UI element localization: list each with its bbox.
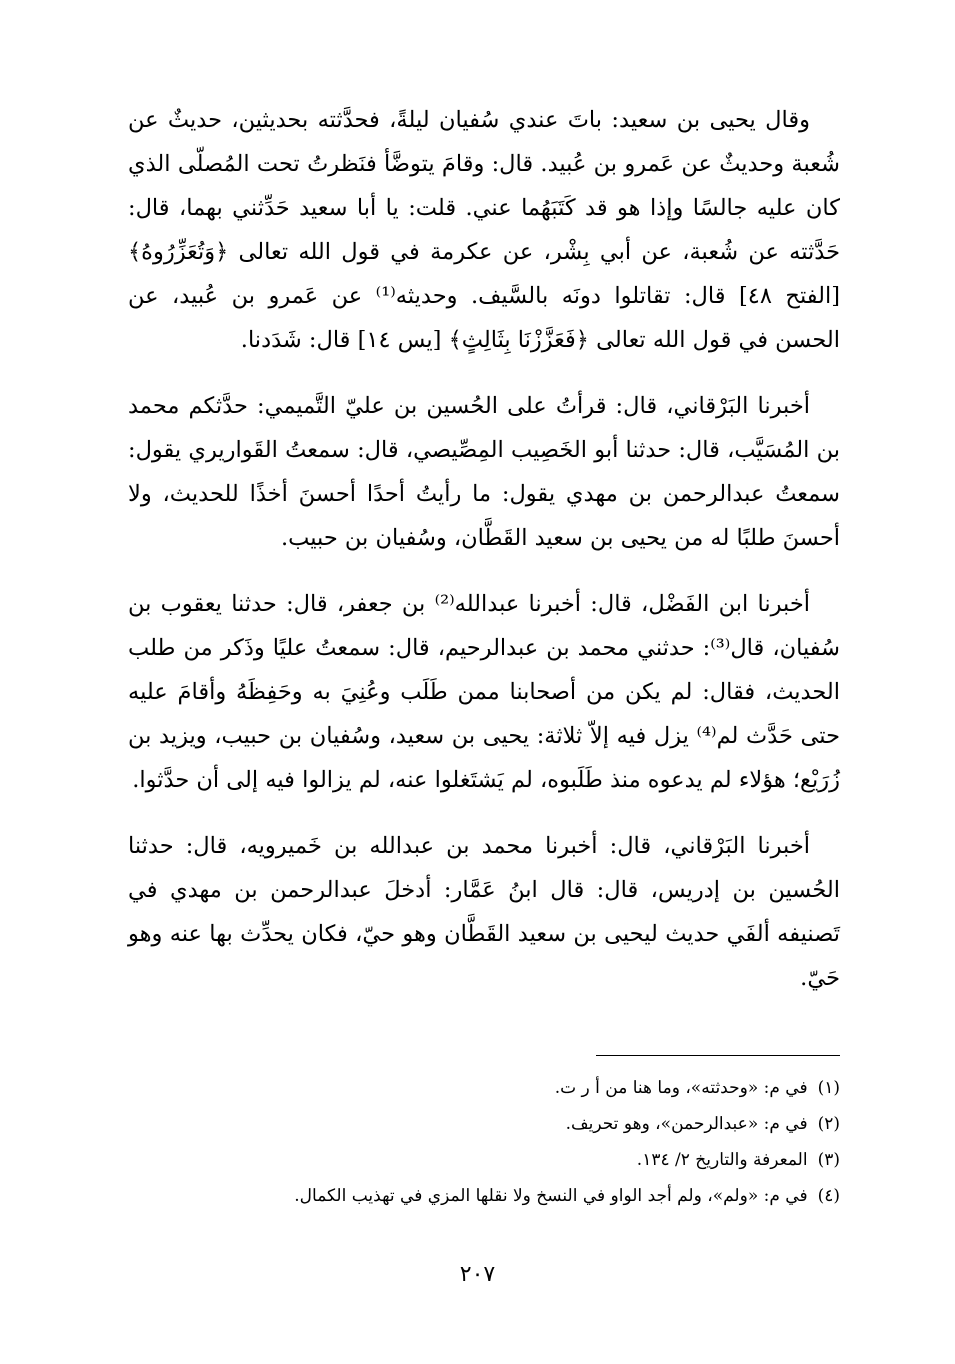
paragraph: أخبرنا البَرْقاني، قال: أخبرنا محمد بن عبدالله بن خَميرويه، قال: حدثنا الحُسين بن إدريس، قال: قال ابنُ عَمَّار: أدخلَ عبدالرحمن بن مهدي في تَصنيفه ألفَي حديث ليحيى بن سعيد القَطَّان وهو حيّ، فكان يحدِّث بها عنه وهو حَيّ. xyxy=(128,833,840,991)
footnote xyxy=(160,1106,840,1142)
footnote xyxy=(160,1070,840,1106)
footnote-number: (٤) xyxy=(817,1186,840,1206)
footnote-number: (١) xyxy=(817,1078,840,1098)
footnote-text: في م: «وحدثته»، وما هنا من أ ر ت. xyxy=(554,1078,808,1098)
footnote xyxy=(160,1142,840,1178)
paragraph: أخبرنا البَرْقاني، قال: قرأتُ على الحُسين بن عليّ التَّميمي: حدَّثكم محمد بن المُسَيَّب، قال: حدثنا أبو الخَصِيب المِصِّيصي، قال: سمعتُ القَواريري يقول: سمعتُ عبدالرحمن بن مهدي يقول: ما رأيتُ أحدًا أحسنَ أخذًا للحديث، ولا أحسنَ طلبًا له من يحيى بن سعيد القَطَّان، وسُفيان بن حبيب. xyxy=(128,393,840,551)
footnote xyxy=(160,1178,840,1214)
main-text xyxy=(128,98,840,1022)
footnotes xyxy=(160,1070,840,1214)
paragraph: أخبرنا ابن الفَضْل، قال: أخبرنا عبدالله⁽²⁾ بن جعفر، قال: حدثنا يعقوب بن سُفيان، قال⁽³⁾: حدثني محمد بن عبدالرحيم، قال: سمعتُ عليًا وذَكر من طلب الحديث، فقال: لم يكن من أصحابنا ممن طَلَب وعُنِيَ به وحَفِظَهُ وأقامَ عليه حتى حَدَّث لم⁽⁴⁾ يزل فيه إلاّ ثلاثة: يحيى بن سعيد، وسُفيان بن حبيب، ويزيد بن زُرَيْع؛ هؤلاء لم يدعوه منذ طَلَبوه، لم يَشتَغلوا عنه، لم يزالوا فيه إلى أن حدَّثوا. xyxy=(128,591,840,793)
footnote-text: في م: «عبدالرحمن»، وهو تحريف. xyxy=(565,1114,808,1134)
footnote-number: (٣) xyxy=(817,1150,840,1170)
page-number: ٢٠٧ xyxy=(459,1262,496,1287)
footnote-number: (٢) xyxy=(817,1114,840,1134)
footnote-text: في م: «ولم»، ولم أجد الواو في النسخ ولا نقلها المزي في تهذيب الكمال. xyxy=(294,1186,808,1206)
footnote-divider xyxy=(596,1055,840,1056)
paragraph: وقال يحيى بن سعيد: باتَ عندي سُفيان ليلةً، فحدَّثته بحديثين، حديثٌ عن شُعبة وحديثٌ عن عَمرو بن عُبيد. قال: وقامَ يتوضَّأ فنَظرتُ تحت المُصلّى الذي كان عليه جالسًا وإذا هو قد كَتَبَهُما عني. قلت: يا أبا سعيد حَدِّثني بهما، قال: حَدَّثته عن شُعبة، عن أبي بِشْر، عن عكرمة في قول الله تعالى ﴿وَتُعَزِّرُوهُ﴾ [الفتح ٤٨] قال: تقاتلوا دونَه بالسَّيف. وحديثه⁽¹⁾ عن عَمرو بن عُبيد، عن الحسن في قول الله تعالى ﴿فَعَزَّزْنَا بِثَالِثٍ﴾ [يس ١٤] قال: شَدَدنا. xyxy=(128,107,840,353)
footnote-text: المعرفة والتاريخ ٢/ ١٣٤. xyxy=(636,1150,808,1170)
